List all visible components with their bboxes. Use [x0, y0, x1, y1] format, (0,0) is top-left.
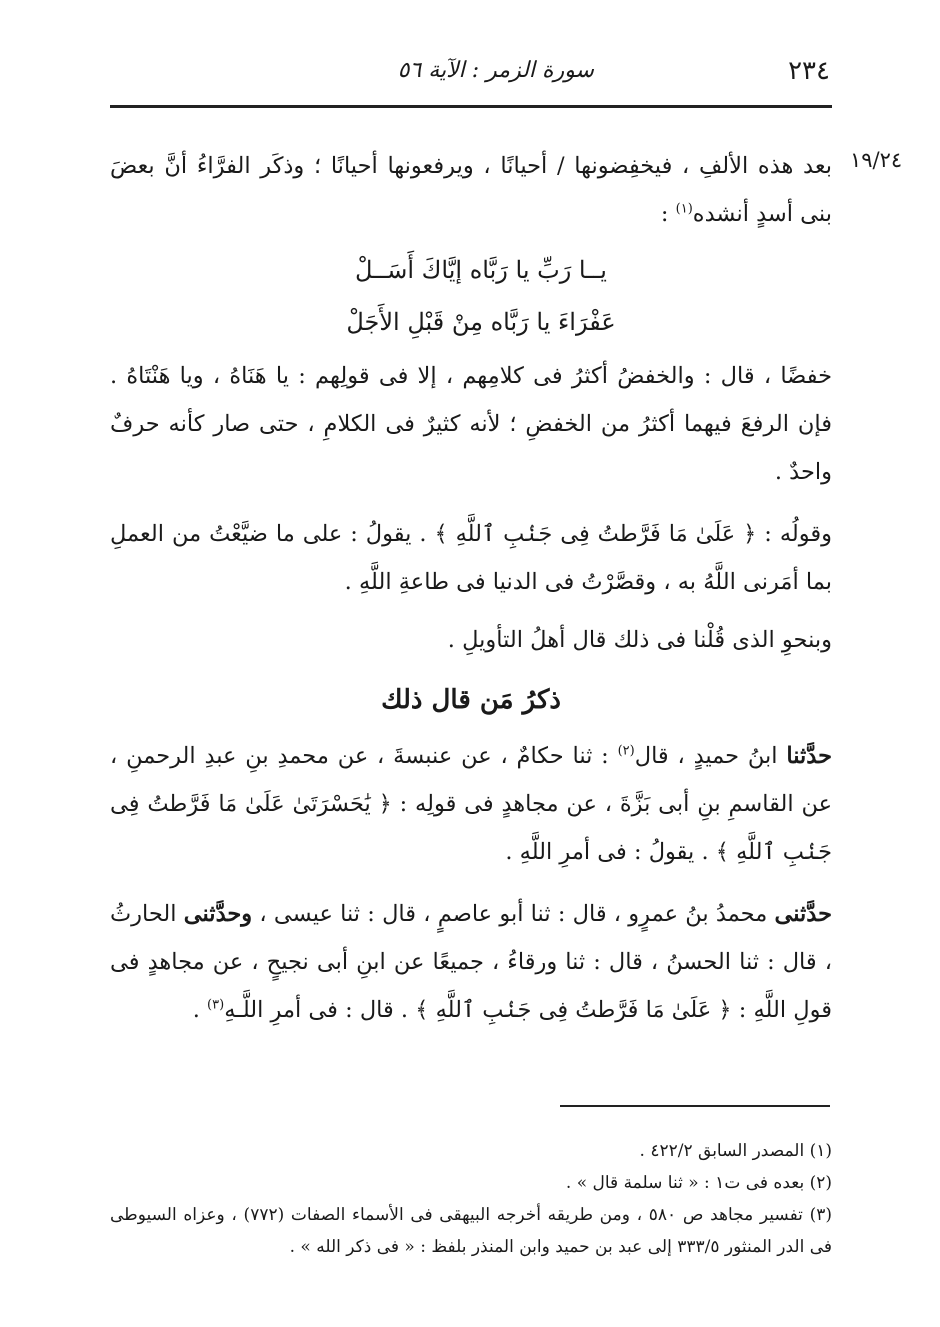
footnote-ref-1: (١): [675, 201, 693, 217]
main-text: [110, 142, 832, 1034]
footnote-3: (٣) تفسير مجاهد ص ٥٨٠ ، ومن طريقه أخرجه البيهقى فى الأسماء الصفات (٧٧٢) ، وعزاه السيوطى فى الدر المنثور ٣٣٣/٥ إلى عبد بن حميد وابن المنذر بلفظ : « فى ذكر الله » .: [110, 1205, 832, 1257]
footnote-ref-3: (٣): [207, 997, 225, 1013]
paragraph-1-text: بعد هذه الألفِ ، فيخفِضونها / أحيانًا ، ويرفعونها أحيانًا ؛ وذكَر الفرَّاءُ أنَّ بعضَ بنى أسدٍ أنشده: [110, 153, 832, 227]
narration-2-part-b: الحارثُ ، قال : ثنا الحسنُ ، قال : ثنا ورقاءُ ، جميعًا عن ابنِ أبى نجيحٍ ، عن مجاهدٍ فى قولِ اللَّهِ : ﴿ عَلَىٰ مَا فَرَّطتُ فِى جَنۢبِ ٱللَّهِ ﴾ . قال : فى أمرِ اللَّـهِ: [110, 901, 832, 1023]
footnote-ref-2: (٢): [617, 743, 635, 759]
narration-1-part-a: ابنُ حميدٍ ، قال: [634, 743, 787, 769]
verse-line-1: يــا رَبِّ يا رَبَّاه إيَّاكَ أَسَــلْ: [355, 256, 607, 284]
header-rule: [110, 105, 832, 108]
paragraph-4: وبنحوِ الذى قُلْنا فى ذلك قال أهلُ التأويلِ .: [447, 627, 832, 653]
footnotes: [110, 1135, 832, 1263]
narration-2-lead-2: وحدَّثنى: [183, 901, 253, 927]
narration-2-lead: حدَّثنى: [774, 901, 832, 927]
narration-2-part-a: محمدُ بنُ عمرٍو ، قال : ثنا أبو عاصمٍ ، قال : ثنا عيسى ،: [252, 901, 775, 927]
narration-1-lead: حدَّثنا: [786, 743, 832, 769]
paragraph-3: وقولُه : ﴿ عَلَىٰ مَا فَرَّطتُ فِى جَنۢبِ ٱللَّهِ ﴾ . يقولُ : على ما ضيَّعْتُ من العملِ بما أمَرنى اللَّهُ به ، وقصَّرْتُ فى الدنيا فى طاعةِ اللَّهِ .: [110, 521, 832, 595]
narration-2: [110, 890, 832, 1034]
paragraph-2: خفضًا ، قال : والخفضُ أكثرُ فى كلامِهم ، إلا فى قولِهم : يا هَنَاهُ ، ويا هَنْتَاهُ . فإن الرفعَ فيهما أكثرُ من الخفضِ ؛ لأنه كثيرٌ فى الكلامِ ، حتى صار كأنه حرفٌ واحدٌ .: [110, 363, 832, 485]
page-number: ٢٣٤: [788, 56, 830, 86]
footnote-1: (١) المصدر السابق ٤٢٢/٢ .: [639, 1141, 832, 1161]
running-title: سورة الزمر : الآية ٥٦: [397, 58, 594, 83]
page-header: [110, 50, 830, 90]
paragraph-1: [110, 142, 832, 238]
footnote-2: (٢) بعده فى ت١ : « ثنا سلمة قال » .: [565, 1173, 832, 1193]
section-heading: ذكرُ مَن قال ذلك: [381, 685, 561, 715]
footnote-rule: [560, 1105, 830, 1107]
margin-reference: ١٩/٢٤: [850, 148, 903, 172]
verse-line-2: عَفْرَاءَ يا رَبَّاه مِنْ قَبْلِ الأَجَلْ: [346, 308, 616, 336]
narration-1-part-b: : ثنا حكامٌ ، عن عنبسةَ ، عن محمدِ بنِ عبدِ الرحمنِ ، عن القاسمِ بنِ أبى بَزَّةَ ، عن مجاهدٍ فى قولِه : ﴿ يَٰحَسْرَتَىٰ عَلَىٰ مَا فَرَّطتُ فِى جَنۢبِ ٱللَّهِ ﴾ . يقولُ : فى أمرِ اللَّهِ .: [110, 743, 832, 865]
narration-1: [110, 732, 832, 876]
narration-2-end: .: [192, 997, 208, 1023]
paragraph-1-end: :: [660, 201, 676, 227]
poetry-verse: [110, 244, 832, 348]
